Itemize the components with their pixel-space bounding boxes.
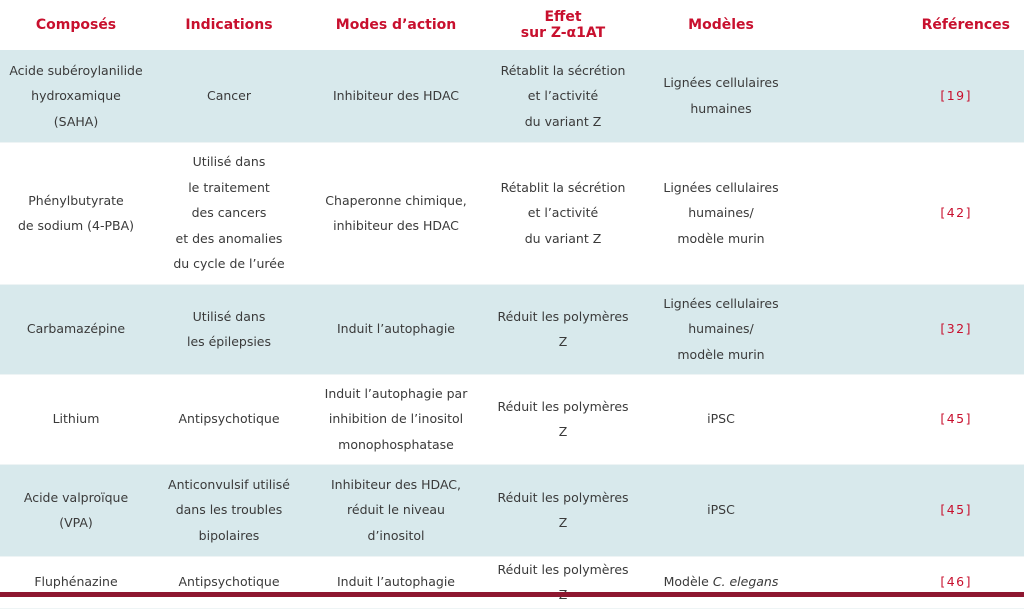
reference-link[interactable]: [46] bbox=[940, 574, 972, 590]
table-row bbox=[0, 142, 1024, 284]
table-row bbox=[0, 556, 1024, 608]
modele-cell bbox=[640, 464, 802, 556]
indication-cell bbox=[152, 556, 306, 608]
effet-cell-line: du variant Z bbox=[524, 113, 602, 129]
mode-cell-line: Inhibiteur des HDAC bbox=[332, 88, 459, 103]
modele-cell-line: humaines bbox=[690, 100, 752, 116]
compose-cell-line: Phénylbutyrate bbox=[28, 192, 124, 208]
mode-cell-line: inhibition de l’inositol bbox=[328, 411, 464, 427]
reference-link[interactable]: [32] bbox=[802, 284, 1024, 374]
reference-link[interactable]: [42] bbox=[940, 205, 972, 221]
compose-cell-line: hydroxamique bbox=[31, 88, 121, 103]
effet-cell bbox=[486, 284, 640, 374]
compose-cell bbox=[0, 464, 152, 556]
effet-cell-line: Réduit les polymères bbox=[497, 561, 629, 577]
indication-cell-line: dans les troubles bbox=[175, 502, 283, 518]
indication-cell bbox=[152, 284, 306, 374]
compose-cell-line: de sodium (4-PBA) bbox=[17, 218, 135, 233]
mode-cell-line: Inhibiteur des HDAC, bbox=[331, 476, 461, 492]
table-row bbox=[0, 50, 1024, 142]
header-references: Références bbox=[921, 16, 1010, 33]
compose-cell bbox=[0, 556, 152, 608]
mode-cell bbox=[306, 464, 486, 556]
modele-cell-line: Lignées cellulaires bbox=[663, 179, 779, 195]
mode-cell-line: Induit l’autophagie par bbox=[324, 385, 468, 401]
header-effet-line2: sur Z-α1AT bbox=[520, 25, 606, 41]
reference-link[interactable]: [45] bbox=[802, 464, 1024, 556]
indication-cell-line: les épilepsies bbox=[186, 334, 272, 349]
indication-cell-line: et des anomalies bbox=[175, 230, 283, 246]
compose-cell-line: (VPA) bbox=[59, 515, 93, 530]
indication-cell-line: le traitement bbox=[188, 179, 270, 195]
mode-cell-line: monophosphatase bbox=[338, 436, 454, 452]
compose-cell bbox=[0, 142, 152, 284]
compose-cell bbox=[0, 374, 152, 464]
modele-cell bbox=[640, 374, 802, 464]
modele-cell-line: Lignées cellulaires bbox=[663, 75, 779, 91]
table-row bbox=[0, 284, 1024, 374]
indication-cell bbox=[152, 142, 306, 284]
mode-cell-line: Chaperonne chimique, bbox=[325, 192, 467, 208]
compose-cell-line: Carbamazépine bbox=[26, 321, 126, 337]
effet-cell-line: Réduit les polymères Z bbox=[497, 489, 629, 530]
reference-link[interactable]: [45] bbox=[940, 411, 972, 427]
modele-cell bbox=[640, 284, 802, 374]
mode-cell bbox=[306, 142, 486, 284]
effet-cell-line: et l’activité bbox=[527, 205, 599, 221]
effet-cell-line: Réduit les polymères Z bbox=[497, 308, 629, 349]
table-row bbox=[0, 374, 1024, 464]
effet-cell bbox=[486, 142, 640, 284]
effet-cell-line: du variant Z bbox=[524, 230, 602, 246]
modele-cell-line: iPSC bbox=[707, 411, 735, 427]
indication-cell bbox=[152, 464, 306, 556]
mode-cell-line: d’inositol bbox=[367, 527, 425, 543]
modele-cell-line: modèle murin bbox=[677, 346, 765, 362]
indication-cell-line: des cancers bbox=[191, 205, 267, 221]
mode-cell bbox=[306, 284, 486, 374]
table-header bbox=[0, 0, 1024, 50]
modele-cell-line: Lignées cellulaires bbox=[663, 295, 779, 311]
bottom-rule bbox=[0, 592, 1024, 597]
mode-cell-line: réduit le niveau bbox=[347, 502, 445, 518]
header-effet-line1: Effet bbox=[544, 8, 582, 25]
header-indications: Indications bbox=[185, 16, 273, 33]
modele-cell-line: iPSC bbox=[707, 502, 735, 518]
modele-cell bbox=[640, 50, 802, 142]
indication-cell bbox=[152, 50, 306, 142]
indication-cell-line: Antipsychotique bbox=[178, 574, 280, 590]
effet-cell bbox=[486, 50, 640, 142]
modele-cell-line: humaines/ bbox=[688, 321, 754, 337]
effet-cell-line: et l’activité bbox=[527, 88, 599, 103]
mode-cell bbox=[306, 556, 486, 608]
effet-cell bbox=[486, 374, 640, 464]
compose-cell-line: Acide valproïque bbox=[23, 489, 129, 505]
compose-cell-line: (SAHA) bbox=[53, 113, 99, 129]
modele-cell bbox=[640, 142, 802, 284]
header-composes: Composés bbox=[35, 16, 117, 33]
modele-cell-line: humaines/ bbox=[688, 205, 754, 221]
mode-cell-line: Induit l’autophagie bbox=[336, 321, 455, 337]
compose-cell-line: Acide subéroylanilide bbox=[9, 62, 143, 78]
header-modes: Modes d’action bbox=[335, 16, 457, 33]
indication-cell-line: Utilisé dans bbox=[192, 308, 266, 324]
header-modeles: Modèles bbox=[688, 16, 754, 33]
indication-cell-line: bipolaires bbox=[198, 527, 260, 543]
header-row bbox=[0, 0, 1024, 50]
mode-cell-line: Induit l’autophagie bbox=[336, 574, 455, 590]
table-body bbox=[0, 50, 1024, 608]
modele-species: C. elegans bbox=[712, 574, 779, 590]
mode-cell bbox=[306, 374, 486, 464]
compose-cell-line: Fluphénazine bbox=[34, 574, 118, 590]
reference-link[interactable]: [19] bbox=[802, 50, 1024, 142]
compose-cell bbox=[0, 284, 152, 374]
indication-cell bbox=[152, 374, 306, 464]
modele-cell-line: modèle murin bbox=[677, 230, 765, 246]
mode-cell-line: inhibiteur des HDAC bbox=[333, 218, 459, 233]
effet-cell bbox=[486, 556, 640, 608]
indication-cell-line: Cancer bbox=[206, 88, 251, 103]
modele-cell bbox=[640, 556, 802, 608]
modele-prefix: Modèle bbox=[663, 574, 713, 590]
header-effet bbox=[486, 0, 640, 50]
effet-cell bbox=[486, 464, 640, 556]
effet-cell-line: Réduit les polymères Z bbox=[497, 398, 629, 439]
indication-cell-line: Antipsychotique bbox=[178, 411, 280, 427]
indication-cell-line: du cycle de l’urée bbox=[173, 256, 285, 272]
indication-cell-line: Anticonvulsif utilisé bbox=[168, 476, 290, 492]
compose-cell-line: Lithium bbox=[52, 411, 100, 427]
mode-cell bbox=[306, 50, 486, 142]
effet-cell-line: Rétablit la sécrétion bbox=[500, 62, 626, 78]
table-row bbox=[0, 464, 1024, 556]
indication-cell-line: Utilisé dans bbox=[192, 154, 266, 170]
compose-cell bbox=[0, 50, 152, 142]
effet-cell-line: Rétablit la sécrétion bbox=[500, 179, 626, 195]
